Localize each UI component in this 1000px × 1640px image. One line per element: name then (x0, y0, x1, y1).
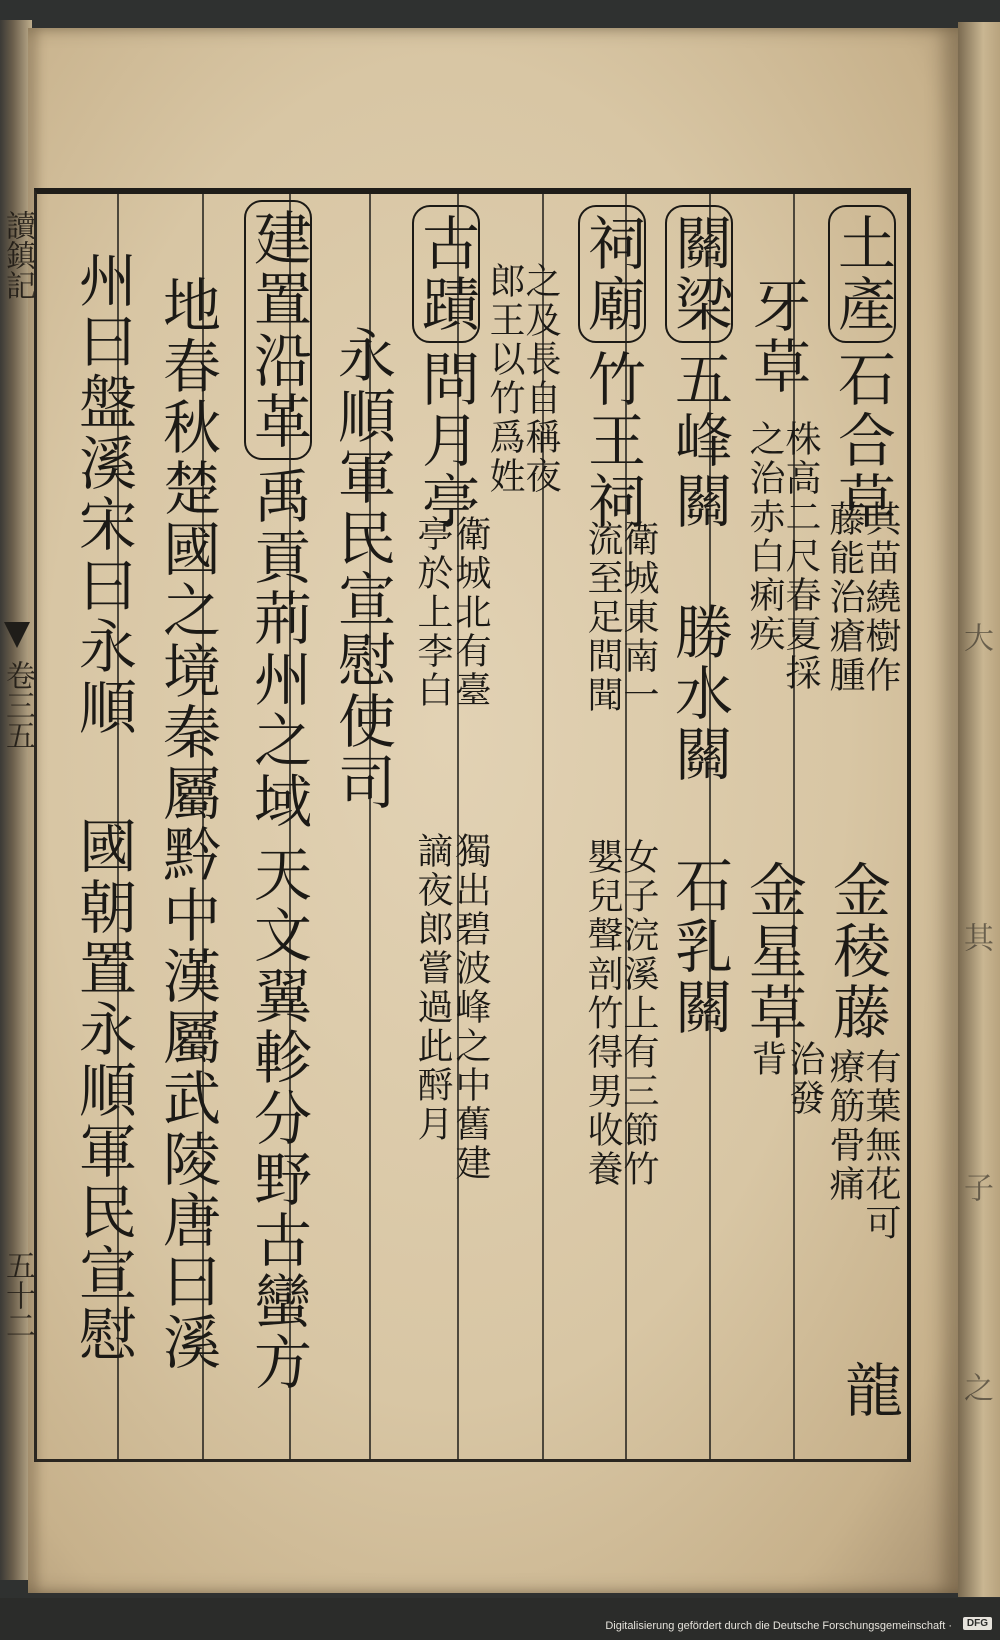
dfg-logo: DFG (963, 1617, 992, 1630)
entry-five-peak-pass: 五峰關 (665, 349, 733, 532)
facing-page-glyph: 子 (958, 1172, 993, 1202)
note-line: 有葉無花可 (860, 1048, 901, 1243)
section-heading-relics: 古蹟 (412, 205, 480, 343)
facing-page-edge (958, 22, 1000, 1597)
note-line: 之治赤白痢疾 (744, 420, 785, 654)
note-line: 女子浣溪上有三節竹 (618, 838, 659, 1189)
digitization-credit: Digitalisierung gefördert durch die Deutsche Forschungsgemeinschaft · (605, 1620, 952, 1632)
column-1-tail: 龍 (835, 1360, 903, 1421)
column-4 (578, 205, 646, 545)
section-heading-history: 建置沿革 (244, 200, 312, 460)
entry-gold-star-grass: 金星草 (739, 860, 807, 1043)
note-line: 療筋骨痛 (824, 1048, 865, 1204)
fish-tail-mark (4, 622, 30, 648)
entry-bamboo-king-shrine: 竹王祠 (578, 349, 646, 532)
column-8 (244, 200, 312, 1450)
facing-page-glyph: 之 (958, 1372, 993, 1402)
column-6 (412, 205, 480, 532)
margin-book-title: 讀鎮記 (0, 210, 35, 300)
note-line: 嬰兒聲剖竹得男收養 (582, 838, 623, 1189)
section-heading-passes: 關梁 (665, 205, 733, 343)
note-line: 藤能治瘡腫 (824, 500, 865, 695)
entry-gold-vine: 金稜藤 (823, 860, 891, 1043)
note-line: 郎王以竹爲姓 (484, 262, 525, 496)
note-line: 獨出碧波峰之中舊建 (450, 832, 491, 1183)
section-heading-shrines: 祠廟 (578, 205, 646, 343)
note-line: 背 (746, 1040, 787, 1079)
column-10 (69, 250, 137, 1500)
dynasty-text: 國朝置永順軍民宣慰 (69, 816, 137, 1365)
note-line: 之及長自稱夜 (520, 262, 561, 496)
scan-footer-band (0, 1598, 1000, 1640)
column-3 (665, 205, 733, 1455)
note-line: 流至足間聞 (582, 520, 623, 715)
note-line: 衛城東南一 (618, 520, 659, 715)
note-line: 其苗繞樹作 (860, 500, 901, 695)
column-1 (823, 205, 903, 1455)
margin-folio-number: 五十二 (0, 1250, 35, 1340)
facing-page-glyph: 大 (958, 622, 993, 652)
note-line: 亭於上李白 (412, 515, 453, 710)
entry-shengshui-pass: 勝水關 (665, 602, 733, 785)
entry-stone-milk-pass: 石乳關 (665, 855, 733, 1038)
history-text: 禹貢荊州之域 (244, 466, 312, 832)
astronomy-text: 天文翼軫分野古蠻方 (244, 844, 312, 1393)
fold-margin (0, 170, 34, 1450)
prefecture-text: 州曰盤溪宋曰永順 (69, 250, 137, 738)
column-9: 地春秋楚國之境秦屬黔中漢屬武陵唐曰溪 (153, 275, 221, 1373)
margin-section: 卷三五 (0, 660, 35, 750)
section-heading-produce: 土產 (828, 205, 896, 343)
note-line: 治發 (784, 1040, 825, 1118)
note-line: 衛城北有臺 (450, 515, 491, 710)
note-line: 株高二尺春夏採 (780, 420, 821, 693)
entry-stone-grass: 石合草 (828, 349, 896, 532)
entry-tooth-grass: 牙草 (743, 275, 811, 397)
entry-moon-pavilion: 問月亭 (412, 349, 480, 532)
note-line: 謫夜郎嘗過此酹月 (412, 832, 453, 1144)
facing-page-glyph: 其 (958, 922, 993, 952)
entry-yongshun-office: 永順軍民宣慰使司 (328, 325, 396, 813)
